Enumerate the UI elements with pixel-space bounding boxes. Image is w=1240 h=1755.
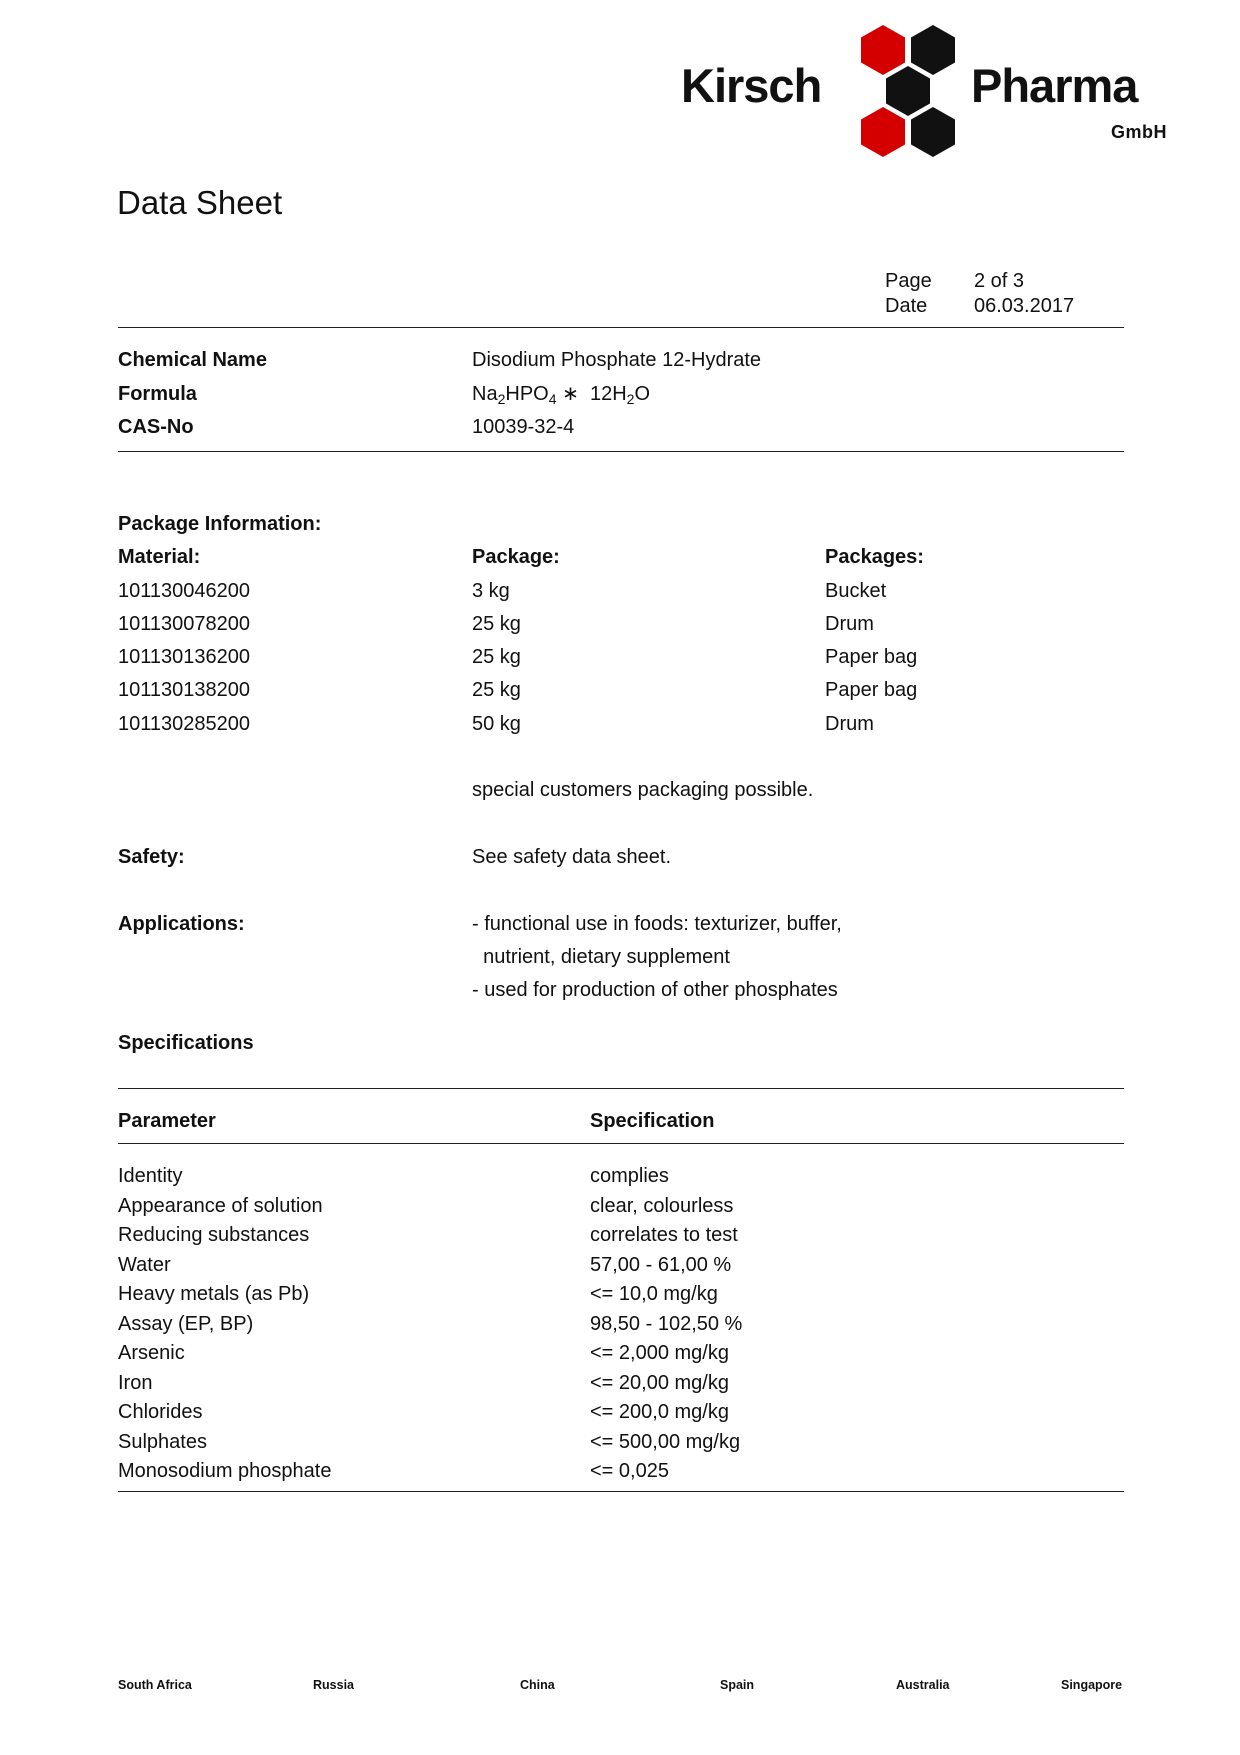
hexagon-red-top-icon: [861, 25, 905, 75]
divider: [118, 1143, 1124, 1144]
package-info-heading: Package Information:: [118, 513, 322, 535]
material-number: 101130046200: [118, 580, 250, 602]
page-title: Data Sheet: [117, 184, 283, 221]
package-size: 25 kg: [472, 613, 521, 635]
footer-location: China: [520, 1678, 555, 1692]
parameter-name: Arsenic: [118, 1342, 185, 1364]
footer-location: Singapore: [1061, 1678, 1123, 1692]
cas-value: 10039-32-4: [472, 416, 575, 438]
package-type: Paper bag: [825, 679, 918, 701]
hexagon-red-bottom-icon: [861, 107, 905, 157]
specification-value: <= 10,0 mg/kg: [590, 1283, 718, 1305]
specifications-heading: Specifications: [118, 1032, 254, 1054]
table-row: [0, 579, 1240, 612]
column-header-packages: Packages:: [825, 546, 924, 568]
logo-word-kirsch: Kirsch: [681, 59, 822, 112]
specification-value: <= 0,025: [590, 1460, 669, 1482]
table-row: [0, 1312, 1240, 1342]
divider: [118, 451, 1124, 452]
package-size: 25 kg: [472, 646, 521, 668]
footer-location: Spain: [720, 1678, 755, 1692]
safety-value: See safety data sheet.: [472, 846, 672, 868]
table-row: [0, 612, 1240, 645]
table-row: [0, 1223, 1240, 1253]
table-row: [0, 1371, 1240, 1401]
hexagon-black-middle-icon: [886, 66, 930, 116]
formula-subscript: 2: [497, 391, 506, 408]
logo-suffix-gmbh: GmbH: [1111, 122, 1167, 142]
application-line: - functional use in foods: texturizer, buffer,: [472, 913, 842, 935]
column-header-specification: Specification: [590, 1110, 715, 1132]
formula-part: Na: [472, 383, 498, 405]
specification-value: complies: [590, 1165, 669, 1187]
cas-label: CAS-No: [118, 416, 194, 438]
formula-label: Formula: [118, 383, 197, 405]
applications-label: Applications:: [118, 913, 245, 935]
specification-value: <= 500,00 mg/kg: [590, 1430, 741, 1453]
table-row: [0, 645, 1240, 678]
table-row: [0, 1194, 1240, 1224]
spec-table-header: [0, 1109, 1240, 1139]
formula-value: [472, 382, 650, 406]
parameter-name: Reducing substances: [118, 1224, 310, 1246]
formula-subscript: 4: [548, 391, 557, 408]
page-label: Page: [885, 270, 932, 292]
parameter-name: Monosodium phosphate: [118, 1460, 332, 1482]
footer-location: South Africa: [118, 1678, 192, 1692]
parameter-name: Heavy metals (as Pb): [118, 1283, 310, 1305]
formula-part: HPO: [505, 383, 549, 405]
date-value: 06.03.2017: [974, 295, 1075, 317]
specification-value: <= 2,000 mg/kg: [590, 1342, 729, 1364]
package-table-header: [0, 545, 1240, 578]
packaging-note: special customers packaging possible.: [472, 779, 814, 801]
specification-value: correlates to test: [590, 1224, 738, 1246]
specification-value: 57,00 - 61,00 %: [590, 1253, 732, 1276]
material-number: 101130138200: [118, 679, 250, 701]
application-line: - used for production of other phosphates: [472, 979, 838, 1001]
package-size: 25 kg: [472, 679, 521, 701]
footer-location: Russia: [313, 1678, 354, 1692]
parameter-name: Identity: [118, 1165, 183, 1187]
divider: [118, 327, 1124, 328]
logo-word-pharma: Pharma: [971, 59, 1138, 112]
parameter-name: Chlorides: [118, 1401, 203, 1423]
table-row: [0, 712, 1240, 745]
material-number: 101130078200: [118, 613, 250, 635]
hexagon-black-top-icon: [911, 25, 955, 75]
package-type: Drum: [825, 613, 874, 635]
chemical-name-label: Chemical Name: [118, 349, 267, 371]
specification-value: <= 20,00 mg/kg: [590, 1371, 729, 1394]
parameter-name: Iron: [118, 1371, 153, 1394]
date-label: Date: [885, 295, 928, 317]
package-size: 3 kg: [472, 580, 510, 602]
parameter-name: Water: [118, 1253, 171, 1276]
package-type: Paper bag: [825, 646, 918, 668]
specification-value: 98,50 - 102,50 %: [590, 1312, 743, 1335]
divider: [118, 1088, 1124, 1089]
table-row: [0, 1253, 1240, 1283]
page-number: 2 of 3: [974, 270, 1025, 292]
formula-subscript: 2: [626, 391, 635, 408]
specification-value: <= 200,0 mg/kg: [590, 1401, 729, 1423]
table-row: [0, 1341, 1240, 1371]
specification-value: clear, colourless: [590, 1194, 734, 1217]
column-header-parameter: Parameter: [118, 1110, 216, 1132]
formula-part: 12H: [589, 383, 627, 405]
parameter-name: Assay (EP, BP): [118, 1312, 254, 1335]
table-row: [0, 1400, 1240, 1430]
material-number: 101130136200: [118, 646, 250, 668]
application-line: nutrient, dietary supplement: [472, 946, 730, 968]
column-header-package: Package:: [472, 546, 560, 568]
table-row: [0, 678, 1240, 711]
package-type: Drum: [825, 713, 874, 735]
parameter-name: Appearance of solution: [118, 1194, 323, 1217]
package-size: 50 kg: [472, 713, 521, 735]
formula-part: O: [634, 383, 651, 405]
table-row: [0, 1164, 1240, 1194]
table-row: [0, 1282, 1240, 1312]
material-number: 101130285200: [118, 713, 250, 735]
table-row: [0, 1430, 1240, 1460]
divider: [118, 1491, 1124, 1492]
parameter-name: Sulphates: [118, 1430, 207, 1453]
footer-location: Australia: [896, 1678, 950, 1692]
package-type: Bucket: [825, 580, 887, 602]
chemical-name-value: Disodium Phosphate 12-Hydrate: [472, 349, 762, 371]
formula-separator: ∗: [556, 383, 590, 405]
column-header-material: Material:: [118, 546, 201, 568]
safety-label: Safety:: [118, 846, 185, 868]
table-row: [0, 1459, 1240, 1489]
hexagon-black-bottom-icon: [911, 107, 955, 157]
